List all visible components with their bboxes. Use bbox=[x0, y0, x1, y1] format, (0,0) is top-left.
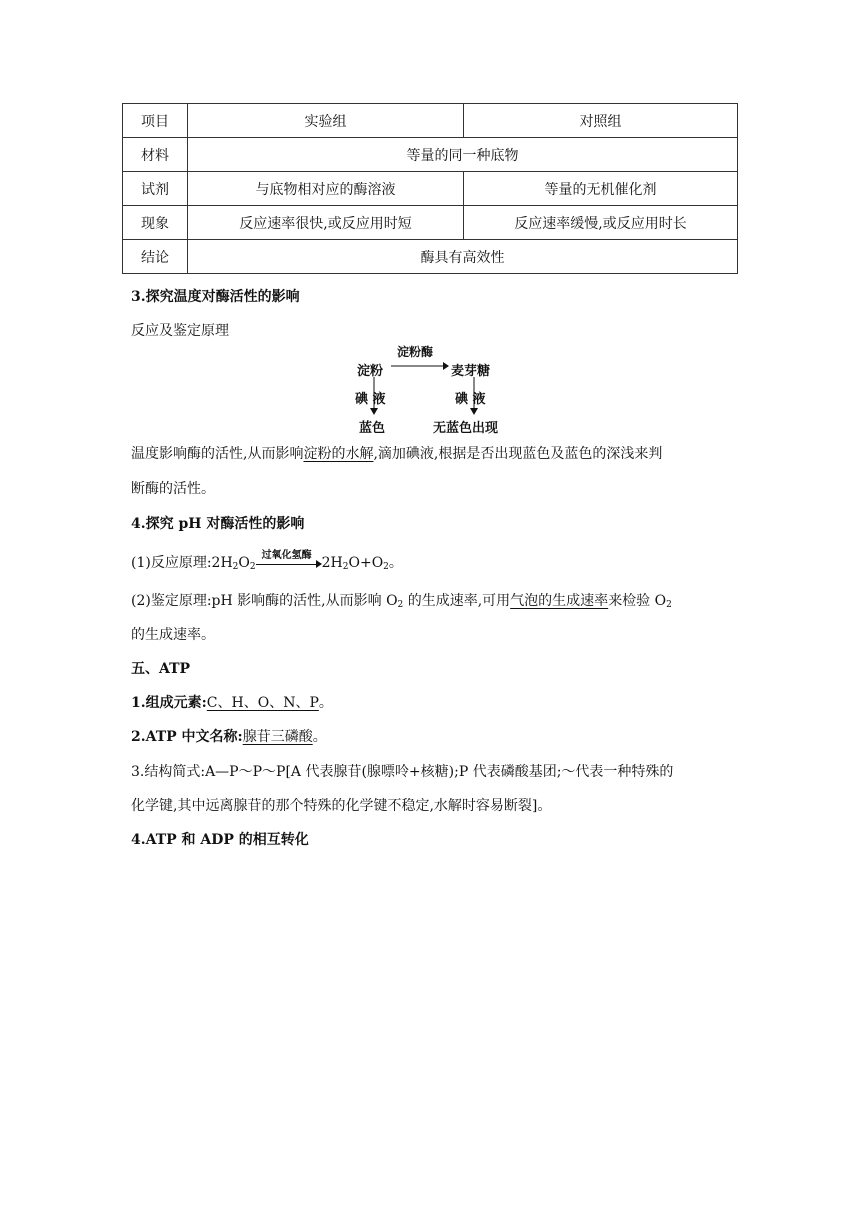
section4-item2-line2: 的生成速率。 bbox=[131, 627, 215, 643]
row-label: 结论 bbox=[123, 240, 188, 274]
diagram-right-reagent: 碘 液 bbox=[455, 392, 486, 407]
underlined-term: 气泡的生成速率 bbox=[510, 593, 609, 609]
down-arrow-icon bbox=[470, 377, 478, 415]
diagram-no-blue-result: 无蓝色出现 bbox=[433, 421, 499, 436]
row-label: 现象 bbox=[123, 206, 188, 240]
diagram-left-reagent: 碘 液 bbox=[355, 392, 386, 407]
table-header-cell: 实验组 bbox=[188, 104, 464, 138]
section5-line3: 3.结构简式:A—P～P～P[A 代表腺苷(腺嘌呤+核糖);P 代表磷酸基团;～代表一种特殊的 bbox=[131, 764, 674, 780]
reaction-arrow-icon bbox=[256, 550, 322, 570]
comparison-table bbox=[122, 103, 738, 274]
merged-cell: 等量的同一种底物 bbox=[188, 138, 738, 172]
table-cell: 等量的无机催化剂 bbox=[464, 172, 738, 206]
section5-title: 五、ATP bbox=[131, 661, 191, 677]
section4-item2-line1: (2)鉴定原理:pH 影响酶的活性,从而影响 $O_2$ 的生成速率,可用气泡的生成速率来检验 $O_2$ bbox=[131, 593, 672, 610]
row-label: 试剂 bbox=[123, 172, 188, 206]
underlined-term: 淀粉的水解 bbox=[303, 446, 374, 462]
underlined-term: C、H、O、N、P bbox=[206, 695, 319, 711]
horizontal-arrow-icon bbox=[391, 361, 449, 371]
underlined-term: 腺苷三磷酸 bbox=[242, 729, 313, 745]
diagram-arrow-label: 淀粉酶 bbox=[397, 345, 434, 359]
section3-title: 3.探究温度对酶活性的影响 bbox=[131, 289, 300, 305]
section4-item1: (1)反应原理$:2H_2O_2$ 过氧化氢酶 $2H_2O+O_2$。 bbox=[131, 552, 403, 572]
section4-title: 4.探究 pH 对酶活性的影响 bbox=[131, 516, 305, 532]
down-arrow-icon bbox=[370, 377, 378, 415]
section3-paragraph-line1: 温度影响酶的活性,从而影响淀粉的水解,滴加碘液,根据是否出现蓝色及蓝色的深浅来判 bbox=[131, 446, 663, 462]
merged-cell: 酶具有高效性 bbox=[188, 240, 738, 274]
reaction-arrow-label: 过氧化氢酶 bbox=[261, 550, 312, 561]
table-cell: 反应速率缓慢,或反应用时长 bbox=[464, 206, 738, 240]
table-row bbox=[123, 240, 738, 274]
section5-line4: 4.ATP 和 ADP 的相互转化 bbox=[131, 832, 309, 848]
section5-line1: 1.组成元素:C、H、O、N、P。 bbox=[131, 695, 333, 711]
diagram-blue-result: 蓝色 bbox=[359, 421, 386, 436]
table-row bbox=[123, 206, 738, 240]
diagram-starch: 淀粉 bbox=[357, 364, 384, 379]
section5-line3-cont: 化学键,其中远离腺苷的那个特殊的化学键不稳定,水解时容易断裂]。 bbox=[131, 798, 552, 814]
table-cell: 与底物相对应的酶溶液 bbox=[188, 172, 464, 206]
row-label: 材料 bbox=[123, 138, 188, 172]
table-header-row bbox=[123, 104, 738, 138]
section3-subtitle: 反应及鉴定原理 bbox=[131, 323, 229, 339]
section3-paragraph-line2: 断酶的活性。 bbox=[131, 481, 215, 497]
table-header-cell: 对照组 bbox=[464, 104, 738, 138]
diagram-maltose: 麦芽糖 bbox=[451, 364, 491, 379]
table-row bbox=[123, 138, 738, 172]
starch-reaction-diagram bbox=[353, 343, 513, 435]
table-row bbox=[123, 172, 738, 206]
table-header-cell: 项目 bbox=[123, 104, 188, 138]
section5-line2: 2.ATP 中文名称:腺苷三磷酸。 bbox=[131, 729, 327, 745]
table-cell: 反应速率很快,或反应用时短 bbox=[188, 206, 464, 240]
